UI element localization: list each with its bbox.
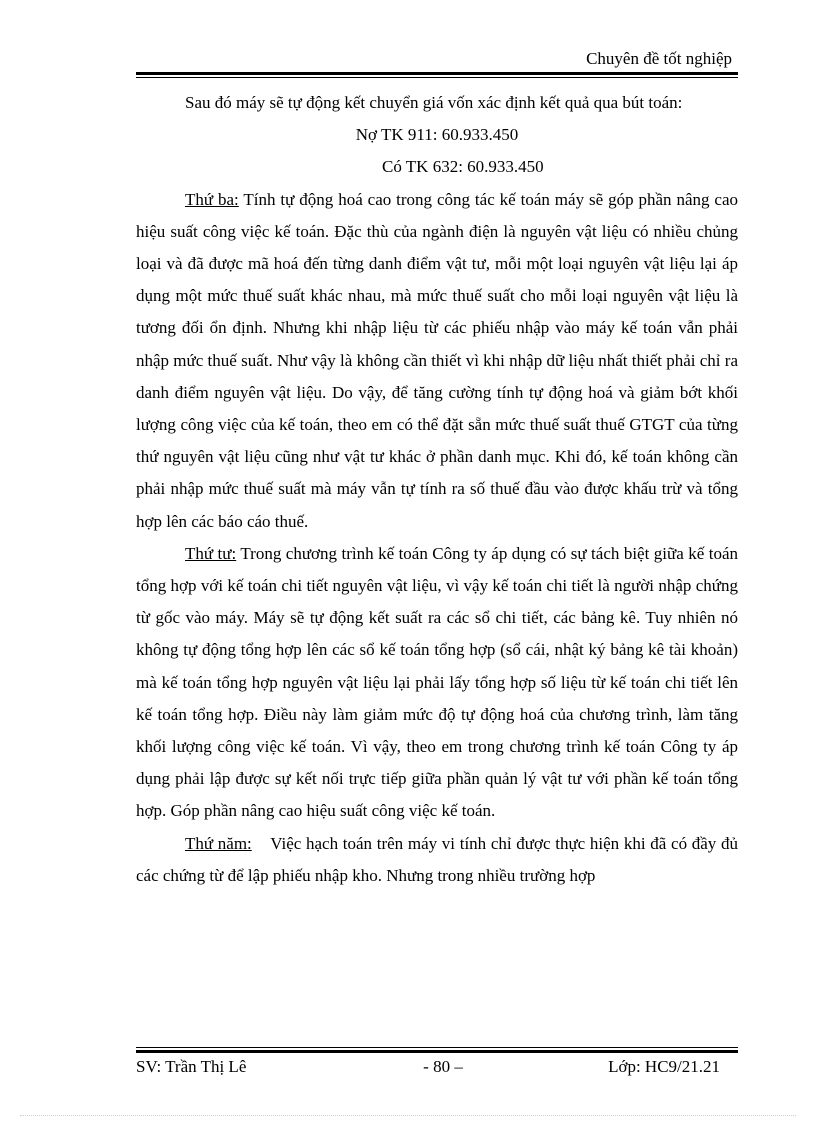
document-body (136, 87, 743, 892)
header-title: Chuyên đề tốt nghiệp (586, 49, 732, 68)
paragraph-fourth-label: Thứ tư: (185, 543, 237, 563)
journal-entry-credit: Có TK 632: 60.933.450 (382, 157, 544, 177)
paragraph-fifth-text: Việc hạch toán trên máy vi tính chỉ được thực hiện khi đã có đầy đủ các chứng từ để lập phiếu nhập kho. Nhưng trong nhiều trường hợp (136, 833, 743, 885)
paragraph-third-label: Thứ ba: (185, 189, 239, 209)
page-footer (136, 1057, 738, 1077)
footer-student-name: SV: Trần Thị Lê (136, 1057, 247, 1076)
paragraph-fourth (136, 538, 738, 828)
paragraph-fifth (136, 828, 743, 892)
page-edge-dotted-line (20, 1115, 796, 1116)
footer-divider (136, 1047, 738, 1053)
footer-class-code: Lớp: HC9/21.21 (608, 1057, 721, 1076)
journal-entry-debit: Nợ TK 911: 60.933.450 (355, 125, 519, 145)
header-divider (136, 72, 738, 78)
paragraph-third-text: Tính tự động hoá cao trong công tác kế toán máy sẽ góp phần nâng cao hiệu suất công việc kế toán. Đặc thù của ngành điện là nguyên vật liệu có nhiều chủng loại và đã được mã hoá đến từng danh điểm vật tư, mỗi một loại nguyên vật liệu lại áp dụng một mức thuế suất khác nhau, mà mức thuế suất cho mỗi loại nguyên vật liệu là tương đối ổn định. Nhưng khi nhập liệu từ các phiếu nhập vào máy kế toán vẫn phải nhập mức thuế suất. Như vậy là không cần thiết vì khi nhập dữ liệu nhất thiết phải chỉ ra danh điểm nguyên vật liệu. Do vậy, để tăng cường tính tự động hoá và giảm bớt khối lượng công việc của kế toán, theo em có thể đặt sẵn mức thuế suất thuế GTGT của từng thứ nguyên vật liệu cũng như vật tư khác ở phần danh mục. Khi đó, kế toán không cần phải nhập mức thuế suất mà máy vẫn tự tính ra số thuế đầu vào được khấu trừ và tổng hợp lên các báo cáo thuế. (136, 189, 739, 531)
paragraph-third (136, 184, 738, 538)
footer-page-number: - 80 – (423, 1057, 463, 1076)
paragraph-fifth-label: Thứ năm: (185, 833, 252, 853)
paragraph-intro: Sau đó máy sẽ tự động kết chuyển giá vốn xác định kết quả qua bút toán: (185, 93, 683, 112)
paragraph-fourth-text: Trong chương trình kế toán Công ty áp dụng có sự tách biệt giữa kế toán tổng hợp với kế toán chi tiết nguyên vật liệu, vì vậy kế toán chi tiết là người nhập chứng từ gốc vào máy. Máy sẽ tự động kết suất ra các sổ chi tiết, các bảng kê. Tuy nhiên nó không tự động tổng hợp lên các sổ kế toán tổng hợp (sổ cái, nhật ký bảng kê tài khoản) mà kế toán tổng hợp nguyên vật liệu lại phải lấy tổng hợp số liệu từ kế toán chi tiết lên kế toán tổng hợp. Điều này làm giảm mức độ tự động hoá của chương trình, làm tăng khối lượng công việc kế toán. Vì vậy, theo em trong chương trình kế toán Công ty áp dụng phải lập được sự kết nối trực tiếp giữa phần quản lý vật tư với phần kế toán tổng hợp. Góp phần nâng cao hiệu suất công việc kế toán. (136, 543, 738, 821)
